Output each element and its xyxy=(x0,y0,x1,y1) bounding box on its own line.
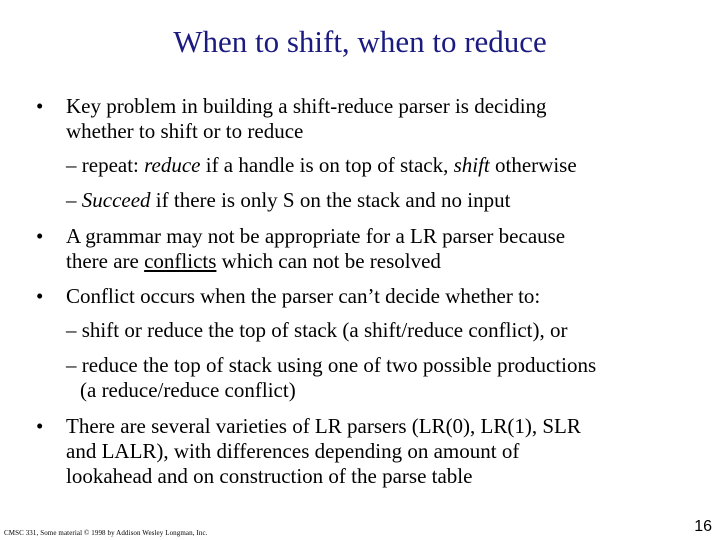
bullet-marker: • xyxy=(36,284,44,308)
bullet-marker: • xyxy=(36,224,44,248)
bullet-1-line-2: whether to shift or to reduce xyxy=(66,119,304,143)
bullet-4-line-3: lookahead and on construction of the parse table xyxy=(66,464,473,488)
page-number: 16 xyxy=(694,518,712,535)
sub-bullet-reduce-reduce-line-1: – reduce the top of stack using one of two possible productions xyxy=(66,353,597,377)
sub-bullet-reduce-reduce-line-2: (a reduce/reduce conflict) xyxy=(80,378,296,402)
sub-bullet-repeat: – repeat: reduce if a handle is on top of stack, shift otherwise xyxy=(66,153,577,177)
bullet-1-line-1: Key problem in building a shift-reduce parser is deciding xyxy=(66,94,547,118)
sub-bullet-shift-reduce: – shift or reduce the top of stack (a shift/reduce conflict), or xyxy=(66,318,568,342)
bullet-3-line-1: Conflict occurs when the parser can’t decide whether to: xyxy=(66,284,541,308)
bullet-marker: • xyxy=(36,414,44,438)
bullet-marker: • xyxy=(36,94,44,118)
slide-title: When to shift, when to reduce xyxy=(173,24,547,59)
bullet-2-line-1: A grammar may not be appropriate for a LR parser because xyxy=(66,224,566,248)
footer-copyright: CMSC 331, Some material © 1998 by Addison Wesley Longman, Inc. xyxy=(4,529,208,537)
bullet-2-line-2: there are conflicts which can not be resolved xyxy=(66,249,441,273)
bullet-4-line-1: There are several varieties of LR parsers (LR(0), LR(1), SLR xyxy=(66,414,581,438)
sub-bullet-succeed: – Succeed if there is only S on the stack and no input xyxy=(66,188,511,212)
bullet-4-line-2: and LALR), with differences depending on amount of xyxy=(66,439,520,463)
